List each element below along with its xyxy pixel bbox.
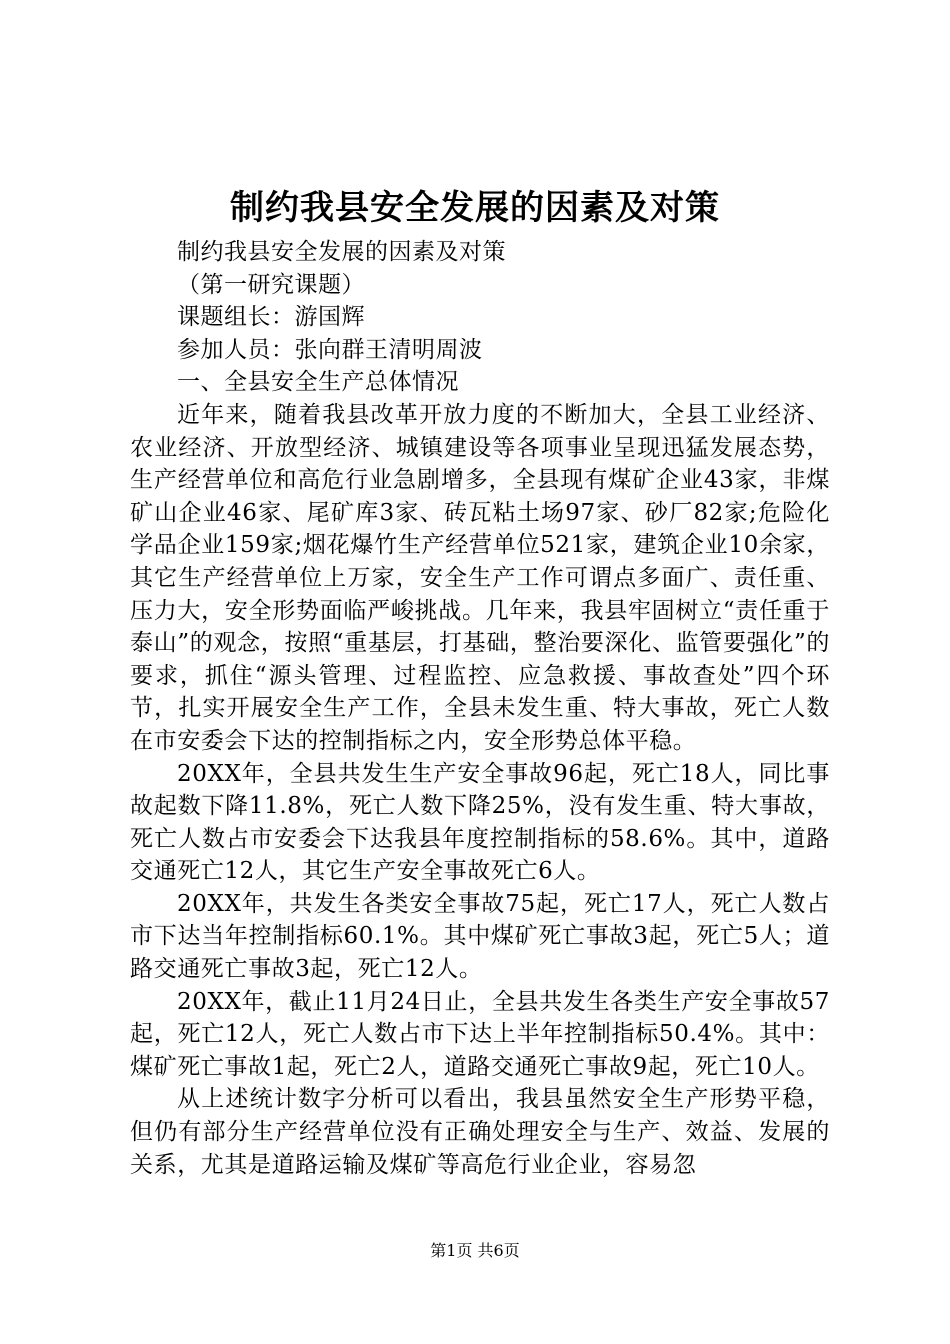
research-topic-line: （第一研究课题） — [177, 271, 365, 298]
document-title: 制约我县安全发展的因素及对策 — [230, 188, 720, 228]
participants-line: 参加人员：张向群王清明周波 — [177, 336, 483, 363]
section-heading: 一、全县安全生产总体情况 — [177, 369, 459, 396]
paragraph-year-1: 20XX年，全县共发生生产安全事故96起，死亡18人，同比事故起数下降11.8%，死亡人数下降25%，没有发生重、特大事故，死亡人数占市安委会下达我县年度控制指标的58.6%。其中，道路交通死亡12人，其它生产安全事故死亡6人。 — [130, 760, 830, 885]
subtitle-line: 制约我县安全发展的因素及对策 — [177, 239, 506, 265]
paragraph-analysis: 从上述统计数字分析可以看出，我县虽然安全生产形势平稳，但仍有部分生产经营单位没有正确处理安全与生产、效益、发展的关系，尤其是道路运输及煤矿等高危行业企业，容易忽 — [130, 1086, 830, 1178]
paragraph-overview: 近年来，随着我县改革开放力度的不断加大，全县工业经济、农业经济、开放型经济、城镇建设等各项事业呈现迅猛发展态势，生产经营单位和高危行业急剧增多，全县现有煤矿企业43家，非煤矿山企业46家、尾矿库3家、砖瓦粘土场97家、砂厂82家;危险化学品企业159家;烟花爆竹生产经营单位521家，建筑企业10余家，其它生产经营单位上万家，安全生产工作可谓点多面广、责任重、压力大，安全形势面临严峻挑战。几年来，我县牢固树立“责任重于泰山”的观念，按照“重基层，打基础，整治要深化、监管要强化”的要求，抓住“源头管理、过程监控、应急救援、事故查处”四个环节，扎实开展安全生产工作，全县未发生重、特大事故，死亡人数在市安委会下达的控制指标之内，安全形势总体平稳。 — [130, 401, 830, 754]
group-leader-line: 课题组长：游国辉 — [177, 304, 365, 331]
paragraph-year-2: 20XX年，共发生各类安全事故75起，死亡17人，死亡人数占市下达当年控制指标60.1%。其中煤矿死亡事故3起，死亡5人；道路交通死亡事故3起，死亡12人。 — [130, 890, 830, 983]
paragraph-year-3: 20XX年，截止11月24日止，全县共发生各类生产安全事故57起，死亡12人，死亡人数占市下达上半年控制指标50.4%。其中：煤矿死亡事故1起，死亡2人，道路交通死亡事故9起，死亡10人。 — [130, 988, 830, 1080]
page-footer: 第1页 共6页 — [430, 1241, 520, 1260]
document-body — [130, 236, 830, 1181]
